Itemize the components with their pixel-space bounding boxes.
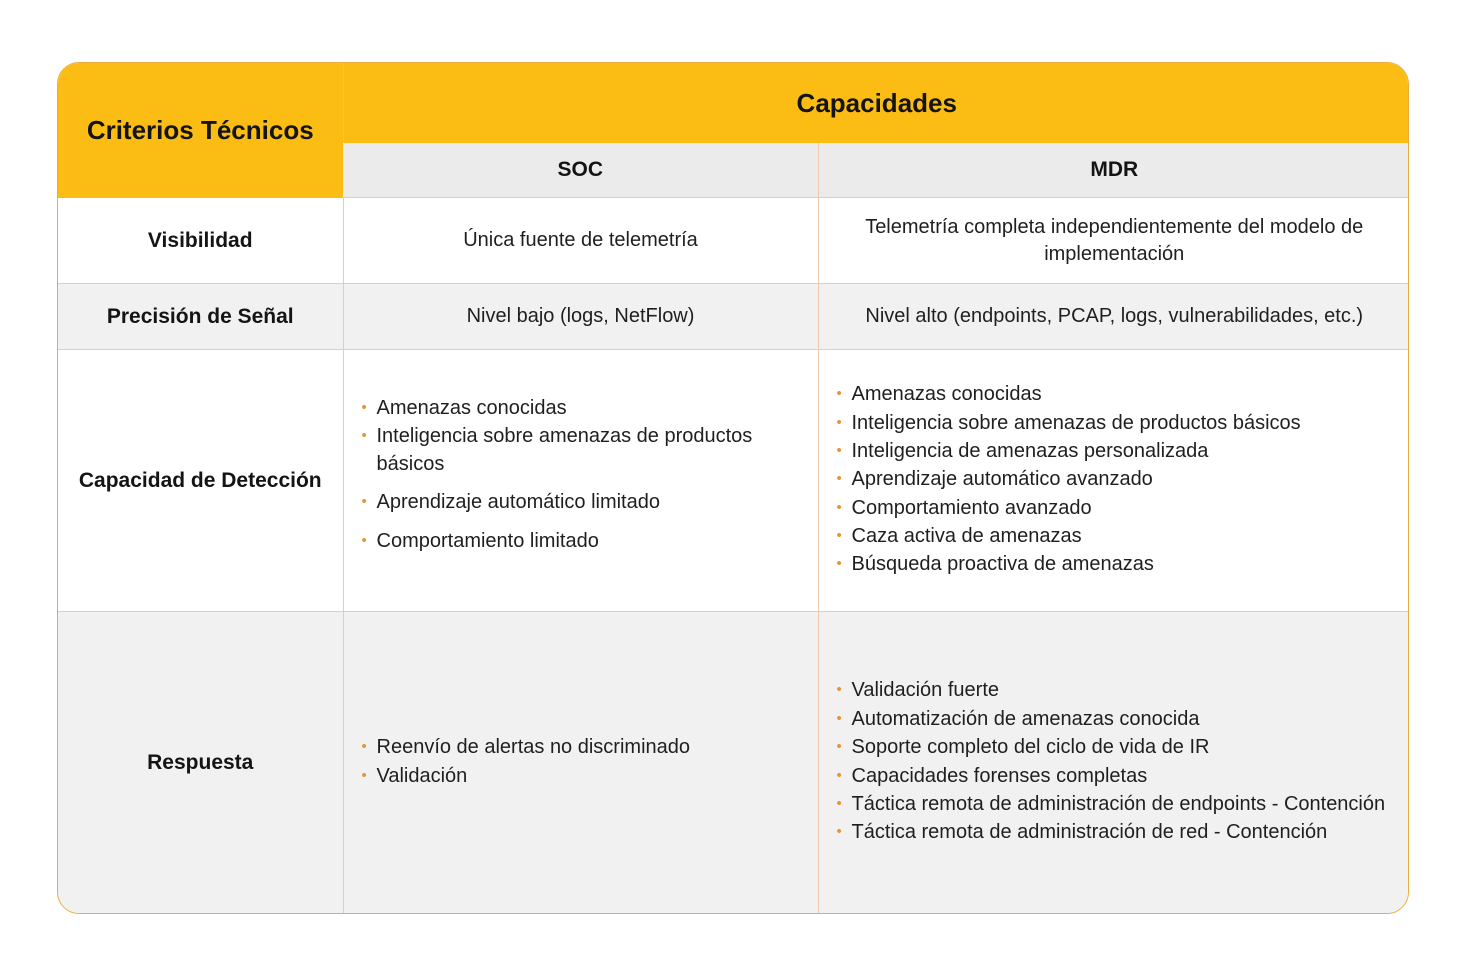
cell-deteccion-mdr: [818, 350, 1409, 612]
row-label-respuesta: Respuesta: [58, 612, 343, 914]
header-row-top: [58, 63, 1409, 143]
comparison-table: [58, 63, 1409, 913]
list-item: • Comportamiento avanzado: [837, 495, 1393, 522]
bullet-list-deteccion-mdr: [837, 381, 1393, 579]
list-item: • Reenvío de alertas no discriminado: [362, 734, 800, 761]
list-item: • Amenazas conocidas: [362, 395, 800, 422]
bullet-list-deteccion-soc: [362, 395, 800, 555]
row-label-precision-de-senal: Precisión de Señal: [58, 284, 343, 350]
list-item: • Aprendizaje automático limitado: [362, 489, 800, 516]
cell-precision-soc: Nivel bajo (logs, NetFlow): [343, 284, 818, 350]
list-item: • Automatización de amenazas conocida: [837, 706, 1393, 733]
list-item: • Inteligencia sobre amenazas de productos básicos: [837, 410, 1393, 437]
list-item: • Amenazas conocidas: [837, 381, 1393, 408]
table-row-respuesta: [58, 612, 1409, 914]
list-item: • Táctica remota de administración de red - Contención: [837, 819, 1393, 846]
list-item: • Soporte completo del ciclo de vida de IR: [837, 734, 1393, 761]
header-criterios-tecnicos: Criterios Técnicos: [58, 63, 343, 198]
table-row-precision-de-senal: [58, 284, 1409, 350]
list-item: • Búsqueda proactiva de amenazas: [837, 551, 1393, 578]
bullet-list-respuesta-soc: [362, 734, 800, 790]
list-item: • Inteligencia sobre amenazas de productos básicos: [362, 423, 800, 478]
list-item: • Validación fuerte: [837, 677, 1393, 704]
cell-respuesta-soc: [343, 612, 818, 914]
list-item: • Comportamiento limitado: [362, 528, 800, 555]
cell-visibilidad-mdr: Telemetría completa independientemente del modelo de implementación: [818, 198, 1409, 284]
list-item: • Inteligencia de amenazas personalizada: [837, 438, 1393, 465]
table-row-visibilidad: [58, 198, 1409, 284]
list-item: • Capacidades forenses completas: [837, 763, 1393, 790]
cell-visibilidad-soc: Única fuente de telemetría: [343, 198, 818, 284]
table-body: [58, 198, 1409, 914]
soc-mdr-comparison-table: [57, 62, 1409, 914]
header-capacidades: Capacidades: [343, 63, 1409, 143]
column-header-mdr: MDR: [818, 143, 1409, 198]
row-label-capacidad-de-deteccion: Capacidad de Detección: [58, 350, 343, 612]
cell-respuesta-mdr: [818, 612, 1409, 914]
row-label-visibilidad: Visibilidad: [58, 198, 343, 284]
list-item: • Táctica remota de administración de endpoints - Contención: [837, 791, 1393, 818]
table-row-capacidad-de-deteccion: [58, 350, 1409, 612]
table-header: [58, 63, 1409, 198]
bullet-list-respuesta-mdr: [837, 677, 1393, 846]
list-item: • Aprendizaje automático avanzado: [837, 466, 1393, 493]
cell-precision-mdr: Nivel alto (endpoints, PCAP, logs, vulnerabilidades, etc.): [818, 284, 1409, 350]
list-item: • Validación: [362, 763, 800, 790]
list-item: • Caza activa de amenazas: [837, 523, 1393, 550]
column-header-soc: SOC: [343, 143, 818, 198]
cell-deteccion-soc: [343, 350, 818, 612]
